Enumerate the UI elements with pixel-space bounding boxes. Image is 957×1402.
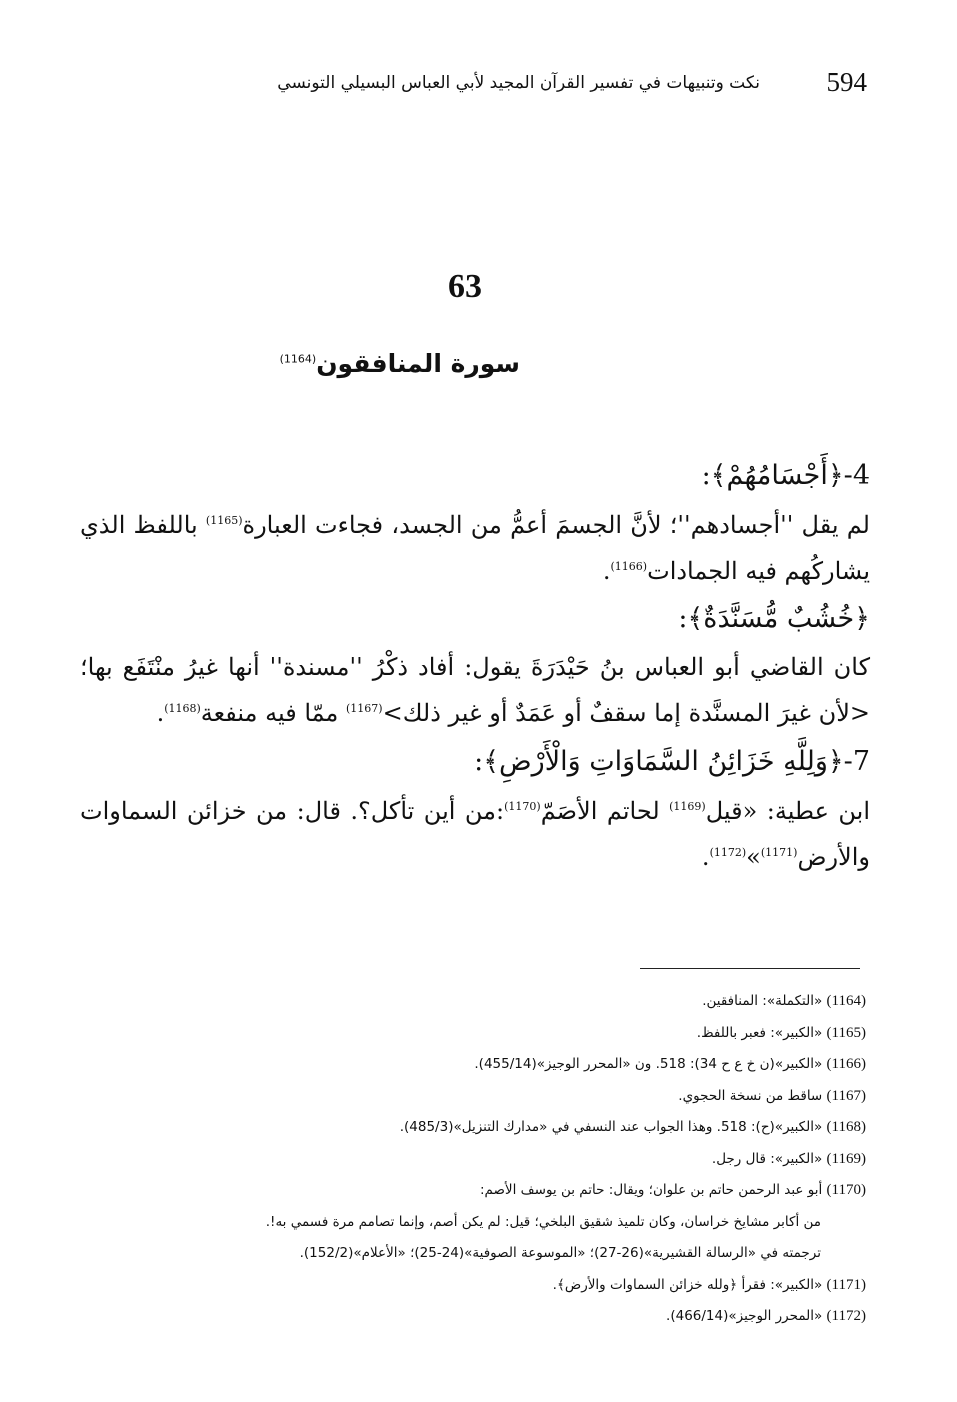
paragraph-text: ممّا فيه منفعة	[200, 699, 346, 727]
verse-heading: 7-﴿وَلِلَّهِ خَزَائِنُ السَّمَاوَاتِ وَالْأَرْضِ﴾:	[474, 746, 870, 777]
footnote-text: ساقط من نسخة الحجوي.	[678, 1087, 823, 1104]
footnote-ref[interactable]: (1165)	[205, 514, 243, 527]
footnote-item	[70, 1175, 866, 1207]
footnote-text: «الكبير»: قال رجل.	[711, 1150, 823, 1167]
page-number: 594	[826, 67, 867, 97]
main-text	[80, 450, 870, 880]
paragraph-text: .	[156, 699, 165, 727]
footnote-continuation	[70, 1238, 866, 1270]
footnote-number: (1170)	[826, 1182, 866, 1198]
chapter-number: 63	[448, 268, 482, 305]
footnote-text: من أكابر مشايخ خراسان، وكان تلميذ شقيق البلخي؛ قيل: لم يكن أصم، وإنما تصامم مرة فسمي به!.	[265, 1213, 821, 1230]
commentary-paragraph	[80, 788, 870, 880]
footnote-number: (1167)	[826, 1087, 866, 1104]
footnote-divider	[640, 968, 860, 969]
footnote-text: أبو عبد الرحمن حاتم بن علوان؛ ويقال: حاتم بن يوسف الأصم:	[479, 1182, 823, 1198]
footnote-item	[70, 986, 866, 1018]
footnote-item	[70, 1018, 866, 1050]
footnote-ref[interactable]: (1164)	[279, 352, 317, 366]
footnote-item	[70, 1081, 866, 1113]
footnote-text: ترجمته في «الرسالة القشيرية»(26-27)؛ «الموسوعة الصوفية»(24-25)؛ «الأعلام»(152/2).	[299, 1245, 821, 1261]
paragraph-text: باللفظ الذي يشاركُهم فيه الجمادات	[80, 511, 870, 585]
paragraph-text: »	[746, 843, 761, 871]
footnote-text: «المحرر الوجيز»(466/14).	[666, 1308, 823, 1324]
verse-heading: 4-﴿أَجْسَامُهُمْ﴾:	[701, 460, 870, 491]
footnote-continuation	[70, 1207, 866, 1239]
footnote-number: (1166)	[826, 1056, 866, 1072]
running-head	[277, 64, 875, 104]
commentary-paragraph	[80, 644, 870, 736]
footnote-item	[70, 1049, 866, 1081]
paragraph-text: ابن عطية: «قيل	[705, 797, 871, 825]
running-title: نكت وتنبيهات في تفسير القرآن المجيد لأبي العباس البسيلي التونسي	[277, 73, 760, 93]
footnote-text: «الكبير»(ح): 518. وهذا الجواب عند النسفي في «مدارك التنزيل»(485/3).	[399, 1119, 823, 1135]
footnote-item	[70, 1301, 866, 1333]
footnote-text: «الكبير»: فقرأ ﴿ولله خزائن السماوات والأرض﴾.	[552, 1276, 823, 1293]
paragraph-text: :من أين تأكل؟. قال: من خزائن السماوات والأرض	[80, 797, 870, 871]
footnotes-list	[70, 986, 866, 1333]
footnote-number: (1169)	[826, 1150, 866, 1167]
footnote-number: (1172)	[826, 1308, 866, 1324]
footnote-ref[interactable]: (1167)	[346, 702, 383, 715]
footnote-ref[interactable]: (1170)	[504, 800, 541, 813]
surah-title	[280, 342, 520, 386]
commentary-paragraph	[80, 502, 870, 594]
footnote-number: (1171)	[826, 1276, 866, 1293]
footnote-ref[interactable]: (1172)	[709, 846, 747, 859]
footnote-item	[70, 1270, 866, 1302]
footnote-ref[interactable]: (1171)	[760, 846, 798, 859]
footnote-text: «الكبير»(ن خ ع ح 34): 518. ون «المحرر الوجيز»(455/14).	[474, 1056, 823, 1072]
paragraph-text: لم يقل ''أجسادهم''؛ لأنَّ الجسمَ أعمُّ من الجسد، فجاءت العبارة	[242, 511, 870, 539]
surah-title-text: سورة المنافقون	[316, 349, 520, 378]
footnote-text: «التكملة»: المنافقين.	[702, 993, 823, 1009]
paragraph-text: كان القاضي أبو العباس بنُ حَيْدَرَةَ يقول: أفاد ذكْرُ ''مسندة'' أنها غيرُ منْتَفَع بها؛ <لأن غيرَ المسنَّدة إما سقفٌ أو عَمَدٌ أو غير ذلك>	[80, 653, 870, 727]
footnote-item	[70, 1112, 866, 1144]
paragraph-text: .	[701, 843, 710, 871]
footnote-number: (1168)	[826, 1119, 866, 1135]
footnote-number: (1165)	[826, 1024, 866, 1041]
footnote-ref[interactable]: (1166)	[610, 560, 648, 573]
paragraph-text: .	[602, 557, 611, 585]
paragraph-text: لحاتم الأصَمّ	[540, 797, 670, 825]
footnote-item	[70, 1144, 866, 1176]
footnote-ref[interactable]: (1169)	[669, 800, 706, 813]
footnote-text: «الكبير»: فعبر باللفظ.	[696, 1024, 823, 1041]
verse-heading: ﴿خُشُبٌ مُّسَنَّدَةٌ﴾:	[678, 603, 870, 634]
footnote-number: (1164)	[826, 993, 866, 1009]
footnote-ref[interactable]: (1168)	[164, 702, 201, 715]
